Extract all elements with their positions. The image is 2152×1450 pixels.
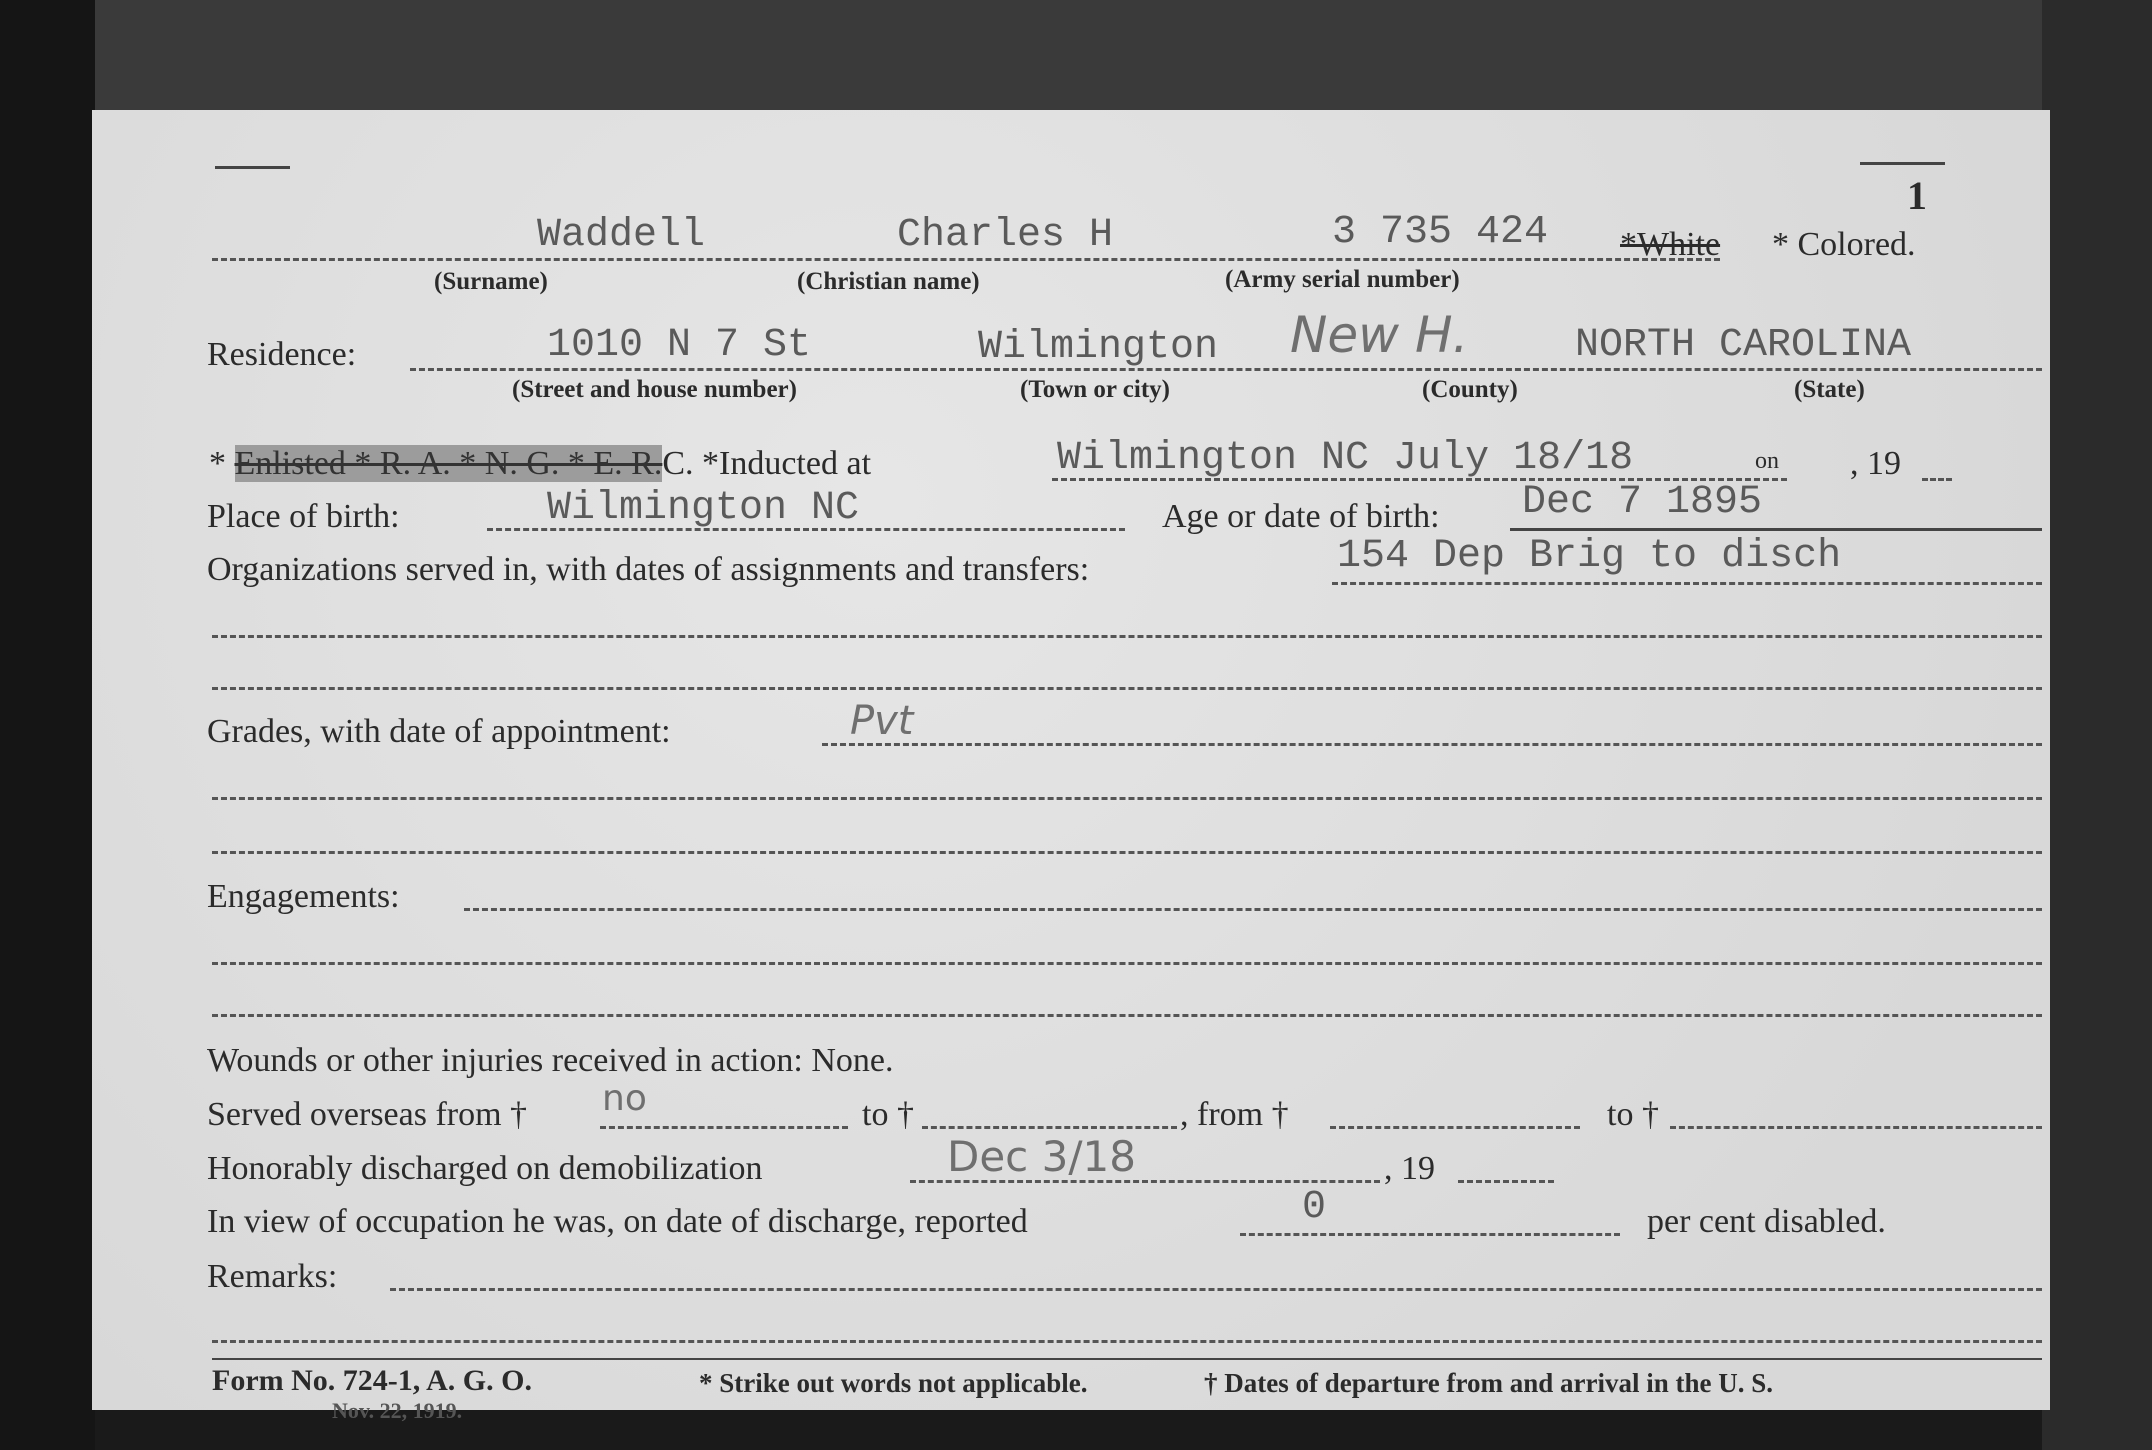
form-date: Nov. 22, 1919. xyxy=(332,1398,463,1423)
overseas-to-line xyxy=(922,1126,1177,1129)
town-value: Wilmington xyxy=(978,325,1219,370)
inducted-at-label: C. *Inducted at xyxy=(662,445,872,482)
top-left-mark xyxy=(215,166,290,169)
surname-caption: (Surname) xyxy=(434,268,548,295)
disability-value: 0 xyxy=(1302,1185,1327,1230)
induction-value: Wilmington NC July 18/18 xyxy=(1057,436,1634,481)
remarks-line-2 xyxy=(212,1340,2042,1343)
footer-rule xyxy=(212,1358,2042,1360)
induction-year-suffix: , 19 xyxy=(1850,445,1901,482)
disability-suffix: per cent disabled. xyxy=(1647,1203,1886,1240)
card-number: 1 xyxy=(1907,173,1927,218)
grades-label: Grades, with date of appointment: xyxy=(207,713,671,750)
overseas-from-value: no xyxy=(602,1078,647,1119)
grades-line-2 xyxy=(212,797,2042,800)
christian-name-value: Charles H xyxy=(897,213,1114,258)
dates-note: † Dates of departure from and arrival in the U. S. xyxy=(1204,1368,1773,1398)
street-caption: (Street and house number) xyxy=(512,376,797,403)
town-caption: (Town or city) xyxy=(1020,376,1170,403)
surname-value: Waddell xyxy=(537,213,706,258)
grades-line xyxy=(822,743,2042,746)
overseas-to2-label: to † xyxy=(1607,1096,1659,1133)
on-word: on xyxy=(1755,448,1779,474)
remarks-line xyxy=(390,1288,2042,1291)
residence-line xyxy=(410,368,2042,371)
overseas-label: Served overseas from † xyxy=(207,1096,528,1133)
scan-background-top xyxy=(0,0,2152,112)
residence-label: Residence: xyxy=(207,336,357,373)
organizations-value: 154 Dep Brig to disch xyxy=(1337,534,1842,579)
top-right-mark xyxy=(1860,162,1945,165)
grades-line-3 xyxy=(212,851,2042,854)
scan-background-left xyxy=(0,0,95,1450)
form-number: Form No. 724-1, A. G. O. xyxy=(212,1364,532,1397)
induction-year-line xyxy=(1922,478,1952,481)
place-of-birth-label: Place of birth: xyxy=(207,498,400,535)
name-line xyxy=(212,258,1720,261)
induction-prefix xyxy=(209,445,871,483)
discharge-year-line xyxy=(1458,1180,1554,1183)
organizations-line xyxy=(1332,582,2042,585)
discharge-value: Dec 3/18 xyxy=(947,1132,1136,1181)
overseas-to2-line xyxy=(1670,1126,2042,1129)
induction-asterisk: * xyxy=(209,445,235,482)
service-record-card xyxy=(92,110,2050,1423)
wounds-label: Wounds or other injuries received in action: None. xyxy=(207,1042,894,1079)
strike-note: * Strike out words not applicable. xyxy=(699,1368,1088,1398)
serial-number-value: 3 735 424 xyxy=(1332,210,1549,255)
scan-background-right xyxy=(2042,0,2152,1450)
age-label: Age or date of birth: xyxy=(1162,498,1440,535)
organizations-line-2 xyxy=(212,635,2042,638)
christian-name-caption: (Christian name) xyxy=(797,268,980,295)
colored-label: * Colored. xyxy=(1772,226,1916,263)
state-value: NORTH CAROLINA xyxy=(1575,323,1912,368)
overseas-from-line xyxy=(600,1126,848,1129)
overseas-to-label: to † xyxy=(862,1096,914,1133)
remarks-label: Remarks: xyxy=(207,1258,338,1295)
engagements-line-3 xyxy=(212,1014,2042,1017)
place-of-birth-value: Wilmington NC xyxy=(547,486,860,531)
age-line xyxy=(1510,528,2042,531)
engagements-line-2 xyxy=(212,962,2042,965)
state-caption: (State) xyxy=(1794,376,1865,403)
white-label: *White xyxy=(1620,226,1721,263)
discharge-label: Honorably discharged on demobilization xyxy=(207,1150,763,1187)
grades-value: Pvt xyxy=(850,698,914,744)
overseas-from2-line xyxy=(1330,1126,1580,1129)
engagements-line xyxy=(464,908,2042,911)
serial-number-caption: (Army serial number) xyxy=(1225,266,1460,293)
organizations-line-3 xyxy=(212,687,2042,690)
street-value: 1010 N 7 St xyxy=(547,323,812,368)
disability-label: In view of occupation he was, on date of discharge, reported xyxy=(207,1203,1028,1240)
overseas-from2-label: , from † xyxy=(1180,1096,1289,1133)
engagements-label: Engagements: xyxy=(207,878,400,915)
age-value: Dec 7 1895 xyxy=(1522,480,1763,525)
organizations-label: Organizations served in, with dates of assignments and transfers: xyxy=(207,551,1090,588)
discharge-year-suffix: , 19 xyxy=(1384,1150,1435,1187)
struck-enlisted-text: Enlisted * R. A. * N. G. * E. R. xyxy=(234,445,663,482)
disability-line xyxy=(1240,1233,1620,1236)
county-caption: (County) xyxy=(1422,376,1518,403)
county-value: New H. xyxy=(1290,306,1469,364)
